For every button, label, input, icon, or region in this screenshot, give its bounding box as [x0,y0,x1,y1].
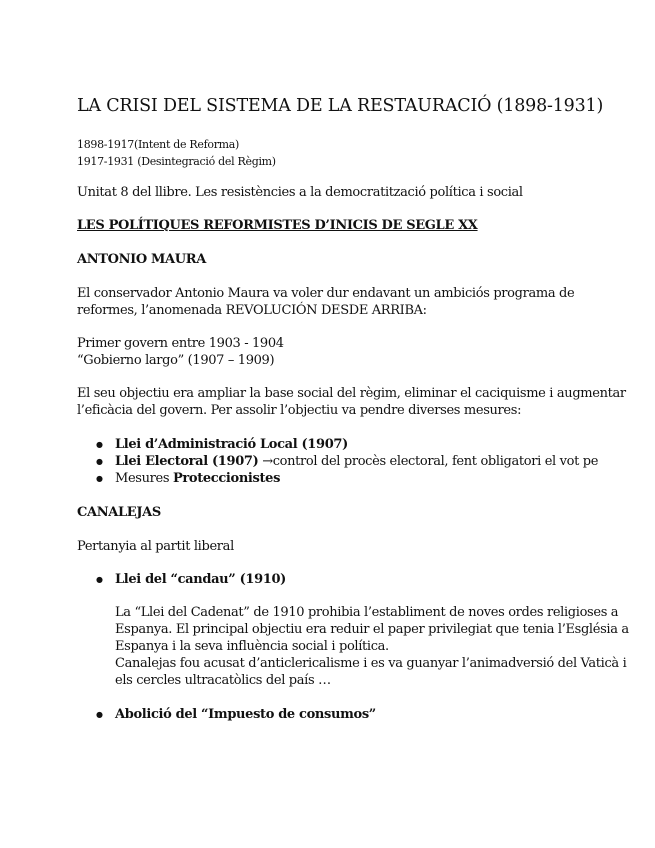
list-item [77,436,598,453]
law-title: Abolició del “Impuesto de consumos” [115,707,376,722]
maura-intro-line-2: reformes, l’anomenada REVOLUCIÓN DESDE ARRIBA: [77,303,427,318]
maura-intro-line-1: El conservador Antonio Maura va voler dur endavant un ambiciós programa de [77,286,575,301]
period-1: 1898-1917(Intent de Reforma) [77,138,240,151]
list-item [77,453,598,470]
canalejas-heading: CANALEJAS [77,505,161,520]
list-item [77,470,598,487]
section-heading: LES POLÍTIQUES REFORMISTES D’INICIS DE SEGLE XX [77,218,478,233]
law-description-line-4: Canalejas fou acusat d’anticlericalisme i es va guanyar l’animadversió del Vaticà i [115,656,627,671]
maura-measures-list [77,436,598,487]
maura-objective-line-1: El seu objectiu era ampliar la base social del règim, eliminar el caciquisme i augmentar [77,386,626,401]
page-title: LA CRISI DEL SISTEMA DE LA RESTAURACIÓ (1898-1931) [77,96,604,116]
maura-heading: ANTONIO MAURA [77,252,206,267]
measure-prefix: Mesures [115,471,173,486]
law-description-line-5: els cercles ultracatòlics del país … [115,673,331,688]
period-2: 1917-1931 (Desintegració del Règim) [77,155,276,168]
canalejas-party: Pertanyia al partit liberal [77,539,234,554]
law-description-line-1: La “Llei del Cadenat” de 1910 prohibia l’establiment de noves ordes religioses a [115,605,619,620]
unit-reference: Unitat 8 del llibre. Les resistències a la democratització política i social [77,185,523,200]
canalejas-law-2-list [77,706,376,723]
list-item [77,706,376,723]
maura-objective-line-2: l’eficàcia del govern. Per assolir l’objectiu va pendre diverses mesures: [77,403,522,418]
law-description-line-3: Espanya i la seva influència social i política. [115,639,389,654]
list-item [77,571,286,588]
maura-government-2: “Gobierno largo” (1907 – 1909) [77,353,275,368]
measure-title: Proteccionistes [172,471,281,486]
law-description-line-2: Espanya. El principal objectiu era reduir el paper privilegiat que tenia l’Església a [115,622,629,637]
maura-government-1: Primer govern entre 1903 - 1904 [77,336,284,351]
law-title: Llei del “candau” (1910) [115,572,286,587]
measure-title: Llei Electoral (1907) [115,454,259,469]
measure-title: Llei d’Administració Local (1907) [115,437,348,452]
canalejas-law-1-list [77,571,286,588]
measure-detail: →control del procès electoral, fent obligatori el vot pe [258,454,599,469]
